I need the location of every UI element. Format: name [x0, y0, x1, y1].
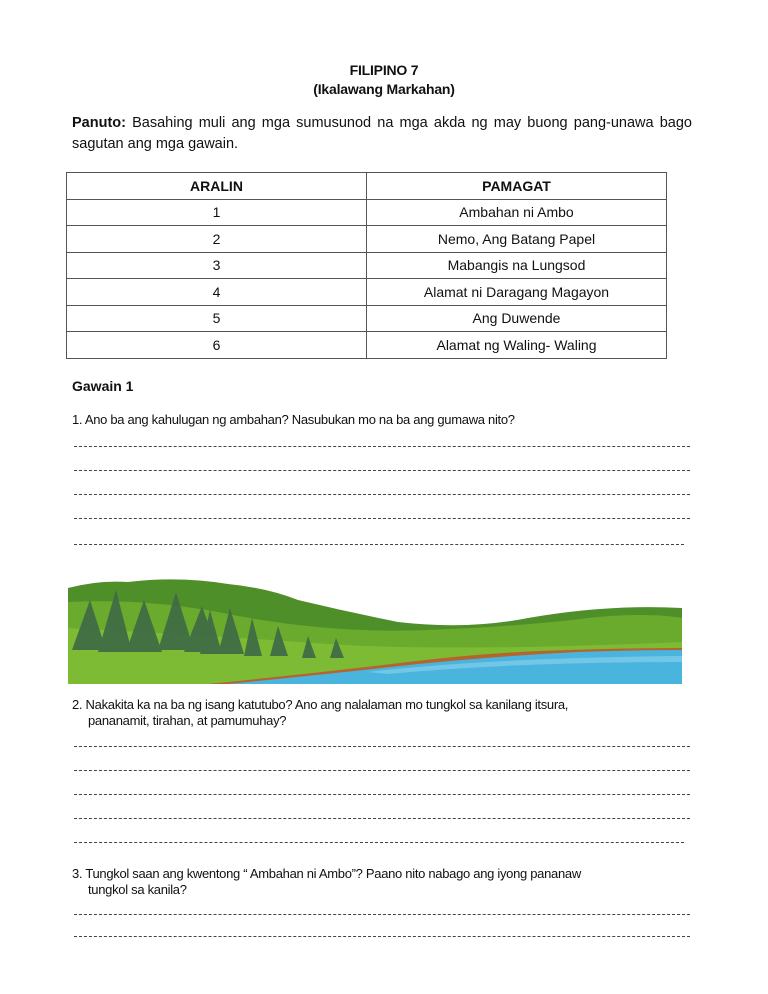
- document-title: FILIPINO 7: [349, 62, 419, 78]
- table-row: [67, 226, 667, 253]
- activity-heading: Gawain 1: [72, 378, 134, 394]
- answer-line[interactable]: [74, 746, 690, 747]
- aralin-cell: 3: [67, 252, 367, 279]
- answer-line[interactable]: [74, 544, 684, 545]
- document-subtitle: (Ikalawang Markahan): [313, 81, 455, 97]
- answer-line[interactable]: [74, 936, 690, 937]
- aralin-cell: 4: [67, 279, 367, 306]
- pamagat-cell: Ambahan ni Ambo: [367, 199, 667, 226]
- question-2: [72, 697, 692, 729]
- answer-line[interactable]: [74, 494, 690, 495]
- aralin-cell: 2: [67, 226, 367, 253]
- table-row: [67, 332, 667, 359]
- question-text-continued: pananamit, tirahan, at pamumuhay?: [88, 713, 287, 728]
- question-text: 3. Tungkol saan ang kwentong “ Ambahan ni Ambo”? Paano nito nabago ang iyong pananaw: [72, 866, 581, 881]
- answer-line[interactable]: [74, 818, 690, 819]
- answer-line[interactable]: [74, 842, 684, 843]
- answer-line[interactable]: [74, 446, 690, 447]
- question-3: [72, 866, 692, 898]
- question-text: 1. Ano ba ang kahulugan ng ambahan? Nasubukan mo na ba ang gumawa nito?: [72, 412, 515, 427]
- table-row: [67, 199, 667, 226]
- instructions: [72, 113, 692, 155]
- instructions-label: Panuto:: [72, 115, 126, 131]
- answer-line[interactable]: [74, 770, 690, 771]
- table-row: [67, 252, 667, 279]
- header-pamagat: PAMAGAT: [367, 173, 667, 200]
- table-row: [67, 279, 667, 306]
- pamagat-cell: Ang Duwende: [367, 305, 667, 332]
- header-aralin: ARALIN: [67, 173, 367, 200]
- lesson-table: [66, 172, 667, 359]
- answer-line[interactable]: [74, 794, 690, 795]
- pamagat-cell: Nemo, Ang Batang Papel: [367, 226, 667, 253]
- instructions-text: Basahing muli ang mga sumusunod na mga akda ng may buong pang-unawa bago sagutan ang mga gawain.: [72, 115, 692, 152]
- landscape-illustration: [68, 578, 682, 684]
- question-1: [72, 412, 692, 428]
- question-text-continued: tungkol sa kanila?: [88, 882, 187, 897]
- answer-line[interactable]: [74, 518, 690, 519]
- table-header-row: [67, 173, 667, 200]
- aralin-cell: 5: [67, 305, 367, 332]
- pamagat-cell: Mabangis na Lungsod: [367, 252, 667, 279]
- aralin-cell: 1: [67, 199, 367, 226]
- table-row: [67, 305, 667, 332]
- pamagat-cell: Alamat ng Waling- Waling: [367, 332, 667, 359]
- answer-line[interactable]: [74, 470, 690, 471]
- aralin-cell: 6: [67, 332, 367, 359]
- answer-line[interactable]: [74, 914, 690, 915]
- pamagat-cell: Alamat ni Daragang Magayon: [367, 279, 667, 306]
- question-text: 2. Nakakita ka na ba ng isang katutubo? Ano ang nalalaman mo tungkol sa kanilang itsura,: [72, 697, 569, 712]
